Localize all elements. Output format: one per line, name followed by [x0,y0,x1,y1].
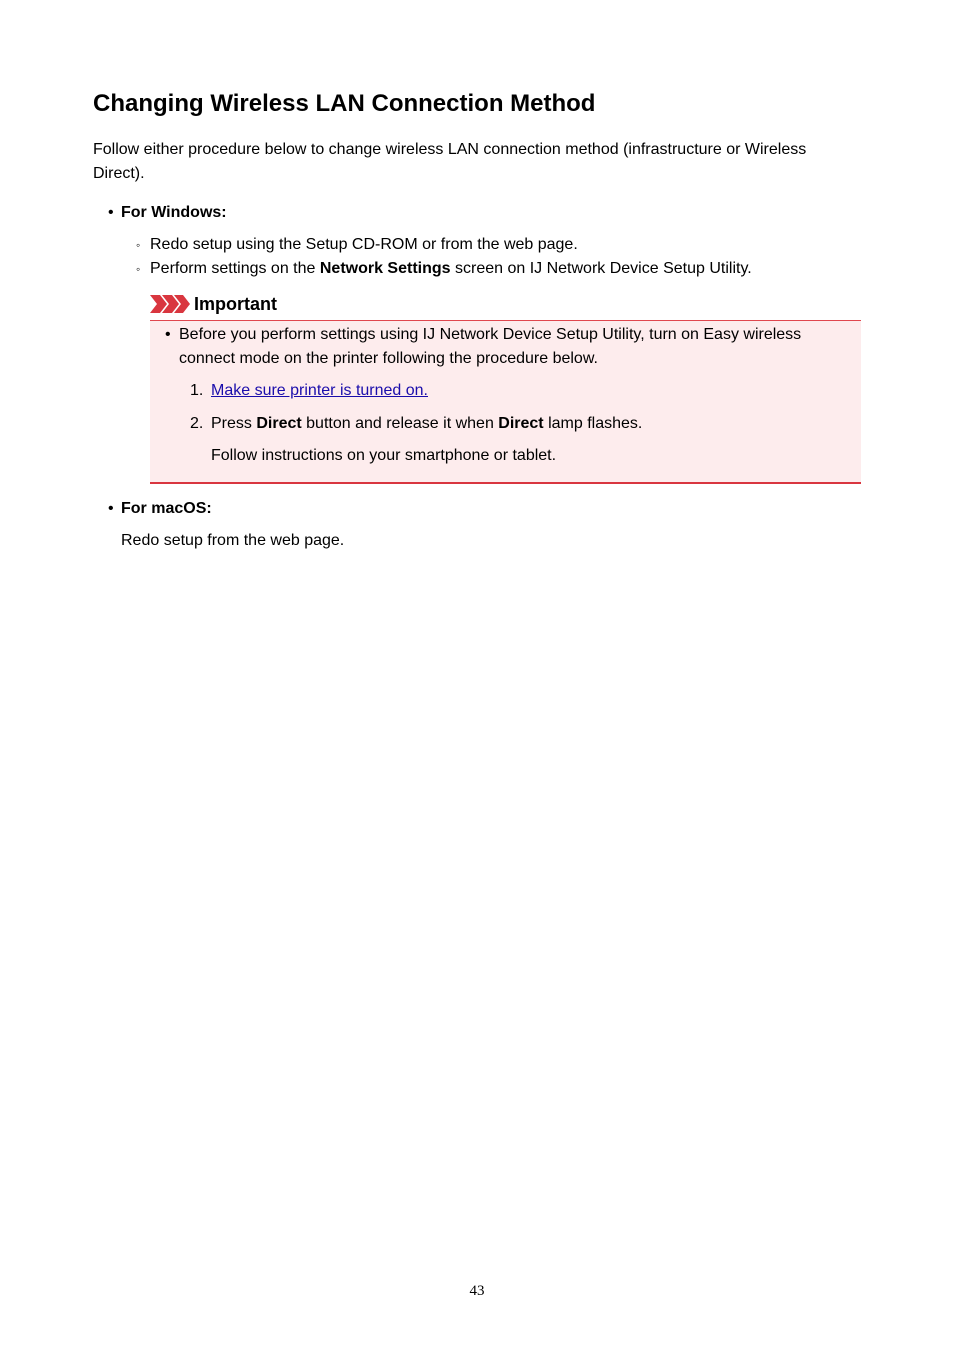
important-label: Important [194,294,277,314]
step-2-note: Follow instructions on your smartphone or tablet. [211,447,557,464]
windows-heading: For Windows: [121,204,227,221]
step-number: 2. [190,415,204,432]
macos-text: Redo setup from the web page. [121,532,345,549]
bullet-icon: • [108,204,114,221]
intro-paragraph: Follow either procedure below to change wireless LAN connection method (infrastructure or Wireless Direct). [93,141,807,182]
important-text-line-2: connect mode on the printer following the procedure below. [179,350,598,367]
step-number: 1. [190,382,204,399]
important-text-line-1: Before you perform settings using IJ Network Device Setup Utility, turn on Easy wireless [179,326,802,343]
page-number: 43 [469,1283,485,1299]
sub-bullet-icon: ◦ [136,238,141,252]
step-2-text: Press Direct button and release it when Direct lamp flashes. [211,415,643,432]
triple-chevron-icon [150,295,190,313]
macos-heading: For macOS: [121,500,212,517]
bullet-icon: • [108,500,114,517]
windows-item-1: Redo setup using the Setup CD-ROM or from the web page. [150,236,578,253]
page-title: Changing Wireless LAN Connection Method [93,90,596,117]
sub-bullet-icon: ◦ [136,262,141,276]
power-on-link[interactable]: Make sure printer is turned on. [211,382,428,399]
bullet-icon: • [165,326,171,343]
windows-item-2: Perform settings on the Network Settings screen on IJ Network Device Setup Utility. [150,260,752,277]
